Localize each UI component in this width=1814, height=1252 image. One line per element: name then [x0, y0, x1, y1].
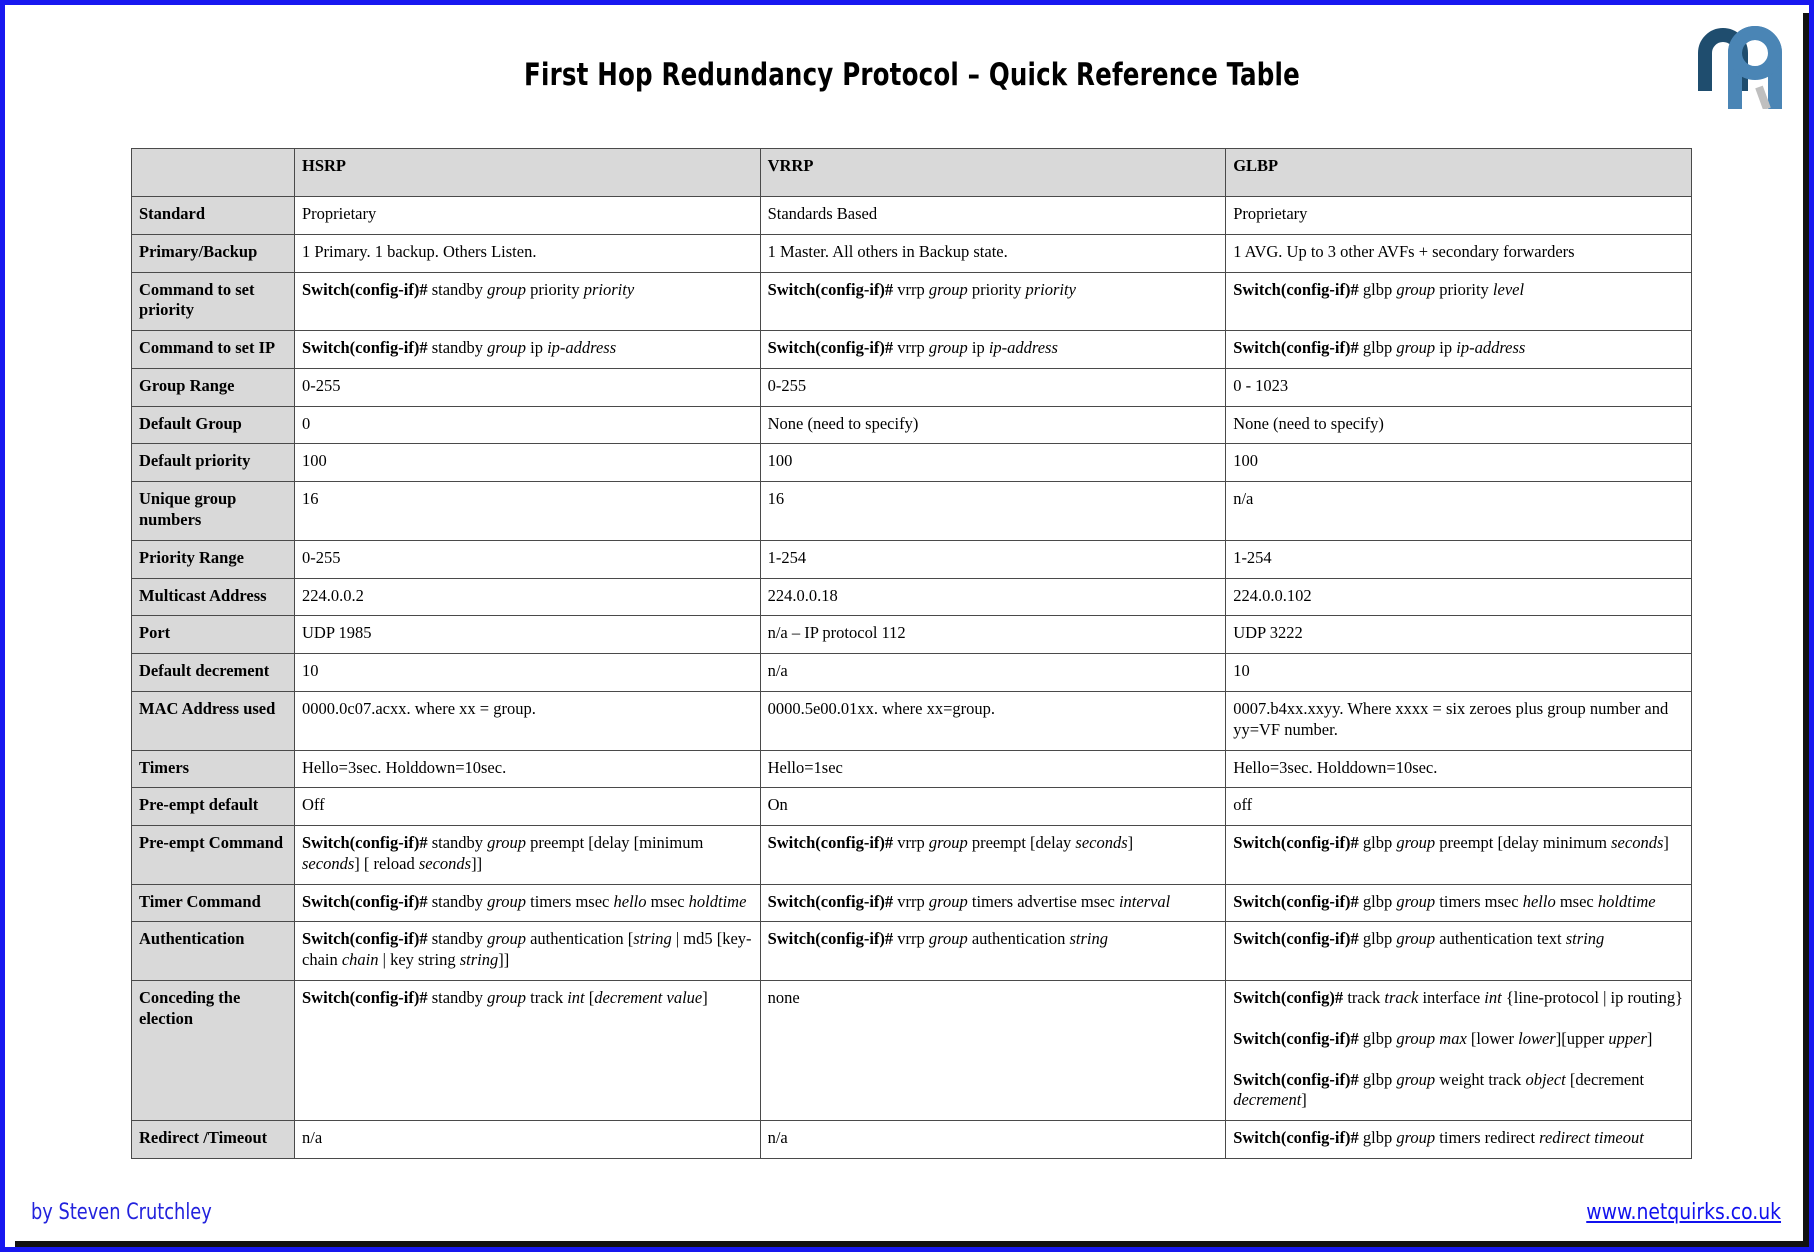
row-label: MAC Address used [132, 691, 295, 750]
cell-line: n/a [1233, 489, 1254, 509]
row-label: Timer Command [132, 884, 295, 922]
row-label: Redirect /Timeout [132, 1121, 295, 1159]
row-label: Unique group numbers [132, 482, 295, 541]
column-header-hsrp: HSRP [295, 149, 761, 197]
cell-vrrp [760, 406, 1226, 444]
cell-hsrp [295, 444, 761, 482]
cell-line: n/a [767, 661, 788, 681]
cell-line: 16 [302, 489, 319, 509]
cell-line: Switch(config-if)# glbp group priority level [1233, 279, 1525, 299]
cell-vrrp [760, 826, 1226, 885]
row-label: Pre-empt default [132, 788, 295, 826]
cell-line: none [767, 987, 800, 1007]
cell-glbp [1226, 272, 1692, 331]
cell-line: 1-254 [1233, 547, 1272, 567]
cell-line: 224.0.0.18 [767, 585, 838, 605]
table-row [132, 482, 1692, 541]
cell-glbp [1226, 884, 1692, 922]
cell-line: Switch(config-if)# standby group ip ip-address [302, 338, 617, 358]
column-header-blank [132, 149, 295, 197]
cell-line: 224.0.0.2 [302, 585, 364, 605]
cell-line: On [767, 795, 788, 815]
cell-line: 10 [1233, 661, 1250, 681]
cell-hsrp [295, 197, 761, 235]
quick-reference-table [131, 148, 1692, 1159]
table-row [132, 444, 1692, 482]
cell-glbp [1226, 540, 1692, 578]
cell-line: n/a [767, 1128, 788, 1148]
table-header-row [132, 149, 1692, 197]
cell-hsrp [295, 331, 761, 369]
table-row [132, 691, 1692, 750]
cell-glbp [1226, 482, 1692, 541]
cell-line: 0 [302, 413, 311, 433]
cell-line: Standards Based [767, 204, 878, 223]
cell-glbp [1226, 750, 1692, 788]
cell-hsrp [295, 788, 761, 826]
cell-glbp [1226, 368, 1692, 406]
cell-line: Switch(config-if)# glbp group ip ip-address [1233, 338, 1526, 358]
cell-line: 0-255 [302, 547, 341, 567]
cell-line: Hello=3sec. Holddown=10sec. [1233, 757, 1438, 777]
page-shadow-right [1803, 13, 1809, 1252]
cell-line: 100 [767, 451, 793, 471]
table-row [132, 980, 1692, 1120]
column-header-glbp: GLBP [1226, 149, 1692, 197]
cell-glbp [1226, 922, 1692, 981]
cell-hsrp [295, 750, 761, 788]
table-row [132, 922, 1692, 981]
cell-line: Switch(config-if)# glbp group timers msec hello msec holdtime [1233, 891, 1656, 911]
cell-vrrp [760, 788, 1226, 826]
cell-vrrp [760, 980, 1226, 1120]
cell-line: Switch(config-if)# glbp group preempt [delay minimum seconds] [1233, 833, 1669, 853]
cell-hsrp [295, 884, 761, 922]
row-label: Priority Range [132, 540, 295, 578]
cell-line: Proprietary [1233, 204, 1308, 223]
cell-line: Proprietary [302, 204, 377, 223]
table-row [132, 884, 1692, 922]
cell-line: 100 [1233, 451, 1258, 471]
cell-vrrp [760, 331, 1226, 369]
cell-hsrp [295, 578, 761, 616]
cell-line: Switch(config-if)# glbp group timers redirect redirect timeout [1233, 1128, 1644, 1148]
cell-line: Switch(config-if)# standby group track int [decrement value] [302, 987, 708, 1007]
cell-line: Switch(config-if)# standby group priority priority [302, 279, 635, 299]
cell-line: UDP 1985 [302, 623, 372, 643]
row-label: Default priority [132, 444, 295, 482]
cell-line: n/a – IP protocol 112 [767, 623, 906, 643]
row-label: Default Group [132, 406, 295, 444]
cell-glbp [1226, 1121, 1692, 1159]
cell-line: 0000.0c07.acxx. where xx = group. [302, 698, 536, 718]
cell-line: Switch(config-if)# standby group authentication [string | md5 [key-chain chain | key string string]] [302, 929, 752, 970]
table-row [132, 1121, 1692, 1159]
table-row [132, 616, 1692, 654]
command-gap [1233, 1050, 1684, 1070]
row-label: Port [132, 616, 295, 654]
cell-glbp [1226, 691, 1692, 750]
cell-hsrp [295, 1121, 761, 1159]
cell-line: 1-254 [767, 547, 807, 567]
column-header-vrrp: VRRP [760, 149, 1226, 197]
cell-glbp [1226, 616, 1692, 654]
footer-author: by Steven Crutchley [31, 1200, 212, 1225]
cell-line: Hello=1sec [767, 757, 843, 777]
cell-line: 1 Primary. 1 backup. Others Listen. [302, 241, 537, 261]
row-label: Authentication [132, 922, 295, 981]
cell-line: 100 [302, 451, 327, 471]
cell-vrrp [760, 444, 1226, 482]
cell-glbp [1226, 234, 1692, 272]
cell-line: 0007.b4xx.xxyy. Where xxxx = six zeroes plus group number and yy=VF number. [1233, 698, 1669, 739]
cell-line: Switch(config-if)# vrrp group authentication string [767, 929, 1108, 949]
cell-hsrp [295, 272, 761, 331]
cell-line: Switch(config-if)# vrrp group priority priority [767, 279, 1076, 299]
cell-line: None (need to specify) [1233, 413, 1384, 433]
cell-vrrp [760, 234, 1226, 272]
cell-hsrp [295, 540, 761, 578]
cell-hsrp [295, 980, 761, 1120]
table-row [132, 197, 1692, 235]
cell-line: 1 Master. All others in Backup state. [767, 241, 1008, 261]
cell-hsrp [295, 406, 761, 444]
cell-vrrp [760, 922, 1226, 981]
table-row [132, 578, 1692, 616]
page-title: First Hop Redundancy Protocol – Quick Reference Table [524, 57, 1300, 93]
table-row [132, 654, 1692, 692]
command-gap [1233, 1009, 1684, 1029]
cell-vrrp [760, 654, 1226, 692]
cell-vrrp [760, 482, 1226, 541]
cell-line: Hello=3sec. Holddown=10sec. [302, 757, 507, 777]
cell-line: 0-255 [302, 375, 341, 395]
cell-hsrp [295, 616, 761, 654]
cell-line: Switch(config)# track track interface int {line-protocol | ip routing} [1233, 987, 1684, 1007]
row-label: Conceding the election [132, 980, 295, 1120]
cell-line: None (need to specify) [767, 413, 919, 433]
cell-line: UDP 3222 [1233, 623, 1303, 643]
quick-reference-table-wrap [131, 148, 1691, 1159]
table-row [132, 788, 1692, 826]
row-label: Standard [132, 197, 295, 235]
cell-line: 0000.5e00.01xx. where xx=group. [767, 698, 996, 718]
cell-vrrp [760, 750, 1226, 788]
cell-line: n/a [302, 1128, 323, 1148]
cell-line: 224.0.0.102 [1233, 585, 1312, 605]
cell-glbp [1226, 406, 1692, 444]
table-row [132, 234, 1692, 272]
cell-line: Switch(config-if)# standby group preempt [delay [minimum seconds] [ reload seconds]] [302, 833, 704, 873]
footer-website-link[interactable]: www.netquirks.co.uk [1586, 1200, 1781, 1225]
cell-line: Switch(config-if)# standby group timers msec hello msec holdtime [302, 891, 747, 911]
cell-glbp [1226, 331, 1692, 369]
cell-vrrp [760, 197, 1226, 235]
row-label: Default decrement [132, 654, 295, 692]
cell-vrrp [760, 691, 1226, 750]
cell-line: Switch(config-if)# glbp group authentication text string [1233, 929, 1605, 949]
cell-vrrp [760, 540, 1226, 578]
cell-line: Switch(config-if)# glbp group max [lower lower][upper upper] [1233, 1028, 1653, 1048]
row-label: Primary/Backup [132, 234, 295, 272]
cell-hsrp [295, 234, 761, 272]
cell-glbp [1226, 197, 1692, 235]
table-row [132, 750, 1692, 788]
row-label: Command to set IP [132, 331, 295, 369]
cell-vrrp [760, 1121, 1226, 1159]
cell-hsrp [295, 691, 761, 750]
cell-vrrp [760, 272, 1226, 331]
cell-hsrp [295, 654, 761, 692]
cell-hsrp [295, 826, 761, 885]
cell-line: off [1233, 795, 1253, 815]
cell-vrrp [760, 884, 1226, 922]
cell-glbp [1226, 578, 1692, 616]
page-shadow-bottom [15, 1241, 1814, 1247]
cell-line: 1 AVG. Up to 3 other AVFs + secondary forwarders [1233, 241, 1575, 261]
table-row [132, 272, 1692, 331]
cell-line: 0 - 1023 [1233, 375, 1289, 395]
cell-hsrp [295, 368, 761, 406]
cell-glbp [1226, 788, 1692, 826]
cell-hsrp [295, 922, 761, 981]
cell-glbp [1226, 826, 1692, 885]
cell-glbp [1226, 980, 1692, 1120]
row-label: Timers [132, 750, 295, 788]
cell-line: 10 [302, 661, 319, 681]
cell-line: Switch(config-if)# vrrp group timers advertise msec interval [767, 891, 1171, 911]
cell-line: Switch(config-if)# glbp group weight track object [decrement decrement] [1233, 1069, 1645, 1110]
cell-hsrp [295, 482, 761, 541]
cell-line: 16 [767, 489, 785, 509]
cell-line: Off [302, 795, 325, 815]
row-label: Multicast Address [132, 578, 295, 616]
cell-vrrp [760, 616, 1226, 654]
table-row [132, 826, 1692, 885]
row-label: Pre-empt Command [132, 826, 295, 885]
cell-line: Switch(config-if)# vrrp group preempt [delay seconds] [767, 833, 1134, 853]
row-label: Command to set priority [132, 272, 295, 331]
table-row [132, 331, 1692, 369]
table-row [132, 540, 1692, 578]
cell-vrrp [760, 368, 1226, 406]
row-label: Group Range [132, 368, 295, 406]
table-row [132, 368, 1692, 406]
cell-line: Switch(config-if)# vrrp group ip ip-address [767, 338, 1058, 358]
cell-line: 0-255 [767, 375, 807, 395]
cell-glbp [1226, 654, 1692, 692]
cell-glbp [1226, 444, 1692, 482]
table-row [132, 406, 1692, 444]
cell-vrrp [760, 578, 1226, 616]
